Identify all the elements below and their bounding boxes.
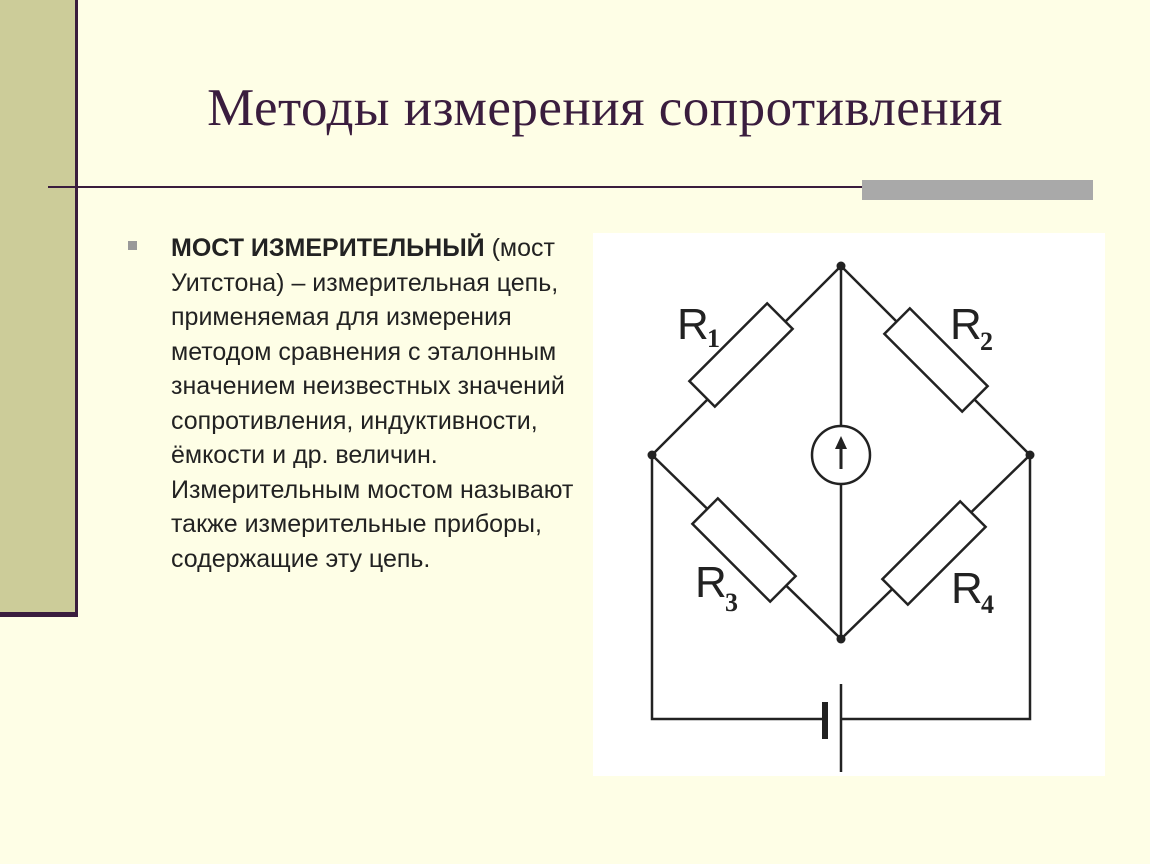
- galvanometer-icon: [812, 426, 870, 484]
- node-right: [1026, 451, 1035, 460]
- bullet-item: [171, 231, 578, 576]
- wire-battery-right: [841, 455, 1030, 719]
- wire-battery-left: [652, 455, 825, 719]
- label-r3: [695, 558, 738, 617]
- bullet-square-icon: [128, 241, 137, 250]
- slide-title: Методы измерения сопротивления: [207, 79, 1003, 137]
- label-r3-letter: R: [695, 558, 727, 607]
- label-r1: [677, 300, 720, 353]
- bullet-lead: МОСТ ИЗМЕРИТЕЛЬНЫЙ: [171, 234, 485, 262]
- label-r1-sub: 1: [707, 324, 720, 353]
- side-band-foot: [0, 612, 78, 617]
- label-r4-letter: R: [951, 564, 983, 613]
- divider-accent: [862, 180, 1093, 200]
- label-r4: [951, 564, 994, 619]
- bullet-list: [128, 231, 578, 576]
- battery-icon: [825, 684, 841, 772]
- label-r2-sub: 2: [980, 327, 993, 356]
- label-r1-letter: R: [677, 300, 709, 349]
- label-r2-letter: R: [950, 300, 982, 349]
- label-r2: [950, 300, 993, 356]
- label-r3-sub: 3: [725, 588, 738, 617]
- label-r4-sub: 4: [981, 590, 994, 619]
- bullet-body: (мост Уитстона) – измерительная цепь, применяемая для измерения методом сравнения с эталонным значением неизвестных значений сопротивления, индуктивности, ёмкости и др. величин. Измерительным мостом называют также измерительные приборы, содержащие эту цепь.: [171, 234, 574, 573]
- node-bottom: [837, 635, 846, 644]
- wheatstone-bridge-diagram: [593, 233, 1105, 776]
- node-top: [837, 262, 846, 271]
- node-left: [648, 451, 657, 460]
